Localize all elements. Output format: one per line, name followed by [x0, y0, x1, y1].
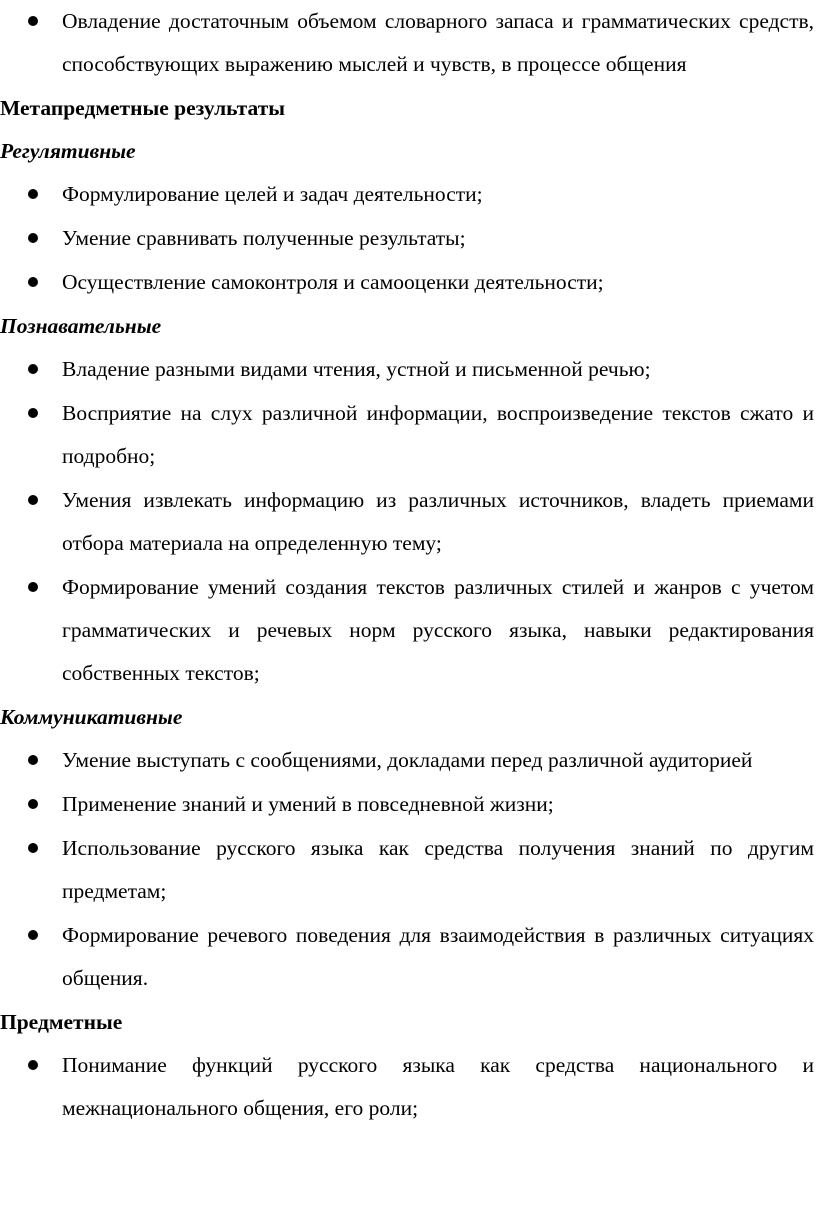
bullet-list-cognitive	[0, 348, 816, 695]
bullet-icon	[28, 843, 38, 853]
bullet-icon	[28, 1060, 38, 1070]
bullet-list-intro	[0, 0, 816, 86]
list-item-text: Формирование речевого поведения для взаимодействия в различных ситуациях общения.	[62, 923, 814, 990]
bullet-icon	[28, 364, 38, 374]
list-item	[0, 0, 816, 86]
list-item-text: Умение выступать с сообщениями, докладами перед различной аудиторией	[62, 748, 753, 772]
bullet-list-subject	[0, 1044, 816, 1130]
list-item	[0, 566, 816, 695]
section-heading-subject: Предметные	[0, 1010, 123, 1034]
subsection-heading-cognitive: Познавательные	[0, 314, 162, 338]
bullet-icon	[28, 755, 38, 765]
bullet-icon	[28, 16, 38, 26]
list-item	[0, 173, 816, 216]
list-item	[0, 914, 816, 1000]
list-item-text: Осуществление самоконтроля и самооценки деятельности;	[62, 270, 604, 294]
list-item	[0, 392, 816, 478]
bullet-icon	[28, 582, 38, 592]
list-item	[0, 783, 816, 826]
subsection-heading-communicative: Коммуникативные	[0, 705, 183, 729]
list-item-text: Формулирование целей и задач деятельности;	[62, 182, 483, 206]
list-item-text: Умения извлекать информацию из различных источников, владеть приемами отбора материала на определенную тему;	[62, 488, 814, 555]
list-item-text: Владение разными видами чтения, устной и письменной речью;	[62, 357, 651, 381]
list-item	[0, 261, 816, 304]
list-item-text: Формирование умений создания текстов различных стилей и жанров с учетом грамматических и речевых норм русского языка, навыки редактирования собственных текстов;	[62, 575, 814, 685]
bullet-icon	[28, 277, 38, 287]
list-item-text: Использование русского языка как средства получения знаний по другим предметам;	[62, 836, 814, 903]
list-item-text: Применение знаний и умений в повседневной жизни;	[62, 792, 554, 816]
list-item	[0, 217, 816, 260]
bullet-icon	[28, 189, 38, 199]
bullet-icon	[28, 799, 38, 809]
bullet-icon	[28, 930, 38, 940]
list-item-text: Понимание функций русского языка как средства национального и межнационального общения, его роли;	[62, 1053, 814, 1120]
list-item	[0, 739, 816, 782]
bullet-icon	[28, 233, 38, 243]
list-item-text: Овладение достаточным объемом словарного запаса и грамматических средств, способствующих выражению мыслей и чувств, в процессе общения	[62, 9, 814, 76]
bullet-icon	[28, 495, 38, 505]
subsection-heading-regulatory: Регулятивные	[0, 139, 136, 163]
bullet-icon	[28, 408, 38, 418]
list-item	[0, 479, 816, 565]
bullet-list-communicative	[0, 739, 816, 1000]
list-item	[0, 827, 816, 913]
bullet-list-regulatory	[0, 173, 816, 304]
section-heading-metasubject: Метапредметные результаты	[0, 96, 286, 120]
list-item-text: Восприятие на слух различной информации, воспроизведение текстов сжато и подробно;	[62, 401, 814, 468]
list-item	[0, 1044, 816, 1130]
list-item-text: Умение сравнивать полученные результаты;	[62, 226, 466, 250]
list-item	[0, 348, 816, 391]
